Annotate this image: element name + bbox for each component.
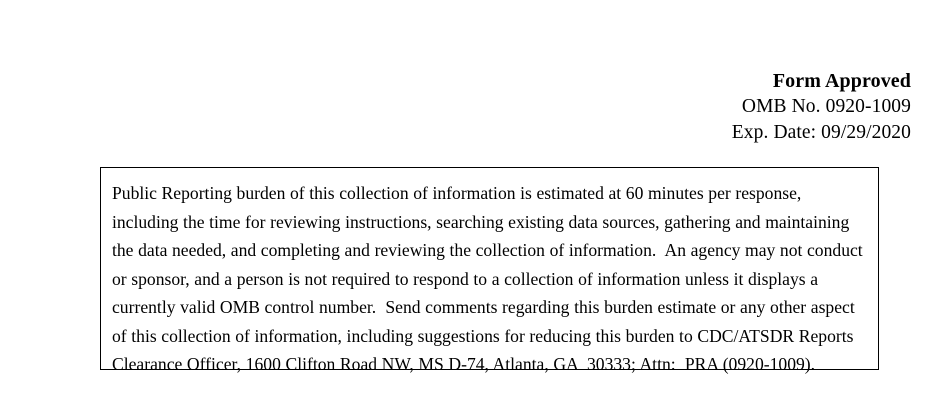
omb-approval-block — [732, 68, 911, 146]
burden-statement-text: Public Reporting burden of this collection of information is estimated at 60 minutes per response, including the time for reviewing instructions, searching existing data sources, gathering and maintaining the data needed, and completing and reviewing the collection of information. An agency may not conduct or sponsor, and a person is not required to respond to a collection of information unless it displays a currently valid OMB control number. Send comments regarding this burden estimate or any other aspect of this collection of information, including suggestions for reducing this burden to CDC/ATSDR Reports Clearance Officer, 1600 Clifton Road NW, MS D-74, Atlanta, GA 30333; Attn: PRA (0920-1009). — [112, 183, 868, 374]
omb-number-label: OMB No. 0920-1009 — [741, 96, 911, 118]
expiration-date-label: Exp. Date: 09/29/2020 — [731, 122, 911, 144]
burden-statement-box — [100, 167, 879, 374]
form-approved-label: Form Approved — [772, 70, 911, 92]
